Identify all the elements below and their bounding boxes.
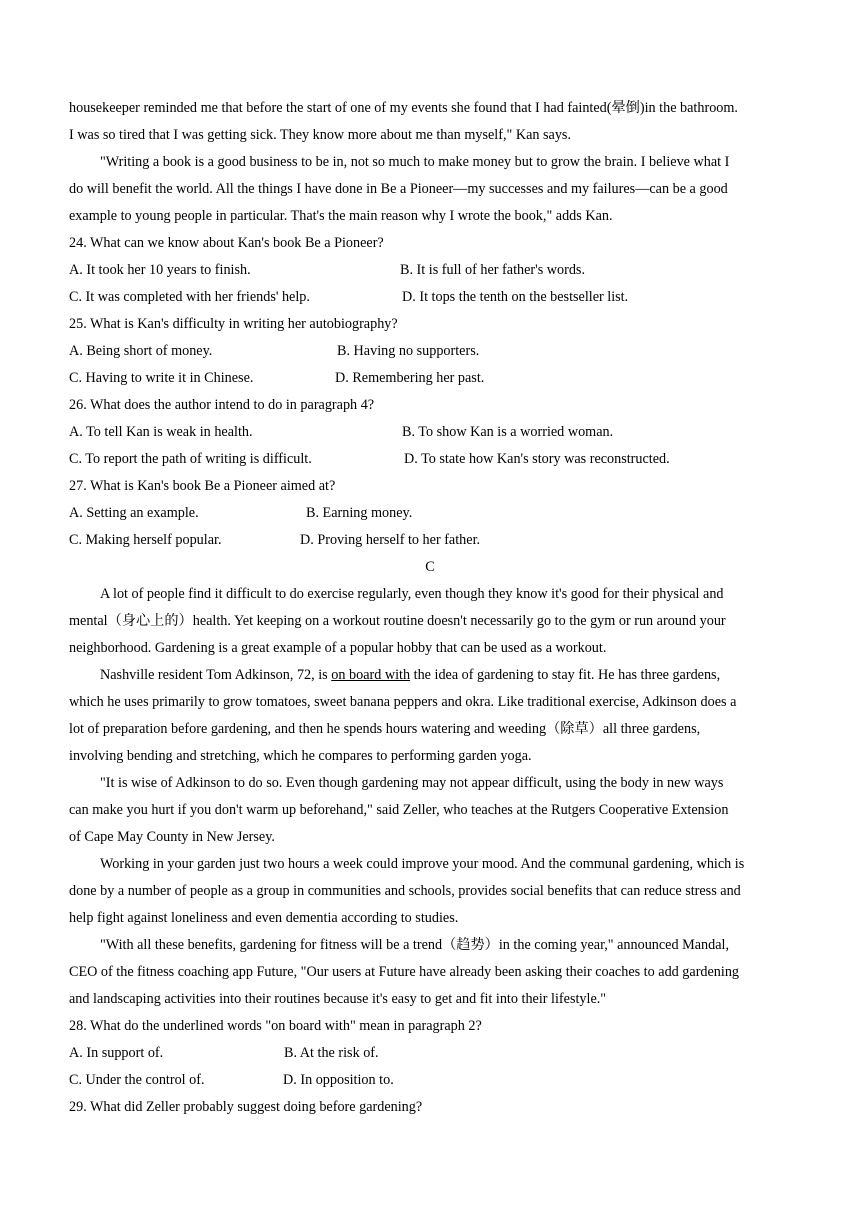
option-d: D. It tops the tenth on the bestseller list.	[402, 289, 629, 305]
option-c: C. Having to write it in Chinese.	[69, 370, 254, 386]
paragraph-line: mental（身心上的）health. Yet keeping on a workout routine doesn't necessarily go to the gym or run around your	[69, 613, 726, 629]
question-stem: 24. What can we know about Kan's book Be a Pioneer?	[69, 235, 384, 251]
option-a: A. To tell Kan is weak in health.	[69, 424, 253, 440]
question-stem: 29. What did Zeller probably suggest doing before gardening?	[69, 1099, 423, 1115]
paragraph-line: neighborhood. Gardening is a great example of a popular hobby that can be used as a workout.	[69, 640, 607, 656]
option-d: D. Proving herself to her father.	[300, 532, 481, 548]
paragraph-line: housekeeper reminded me that before the start of one of my events she found that I had fainted(晕倒)in the bathroom.	[69, 100, 738, 116]
option-c: C. Making herself popular.	[69, 532, 222, 548]
section-heading: C	[425, 559, 435, 575]
paragraph-line: and landscaping activities into their routines because it's easy to get and fit into their lifestyle."	[69, 991, 607, 1007]
question-stem: 28. What do the underlined words "on board with" mean in paragraph 2?	[69, 1018, 482, 1034]
paragraph-line: which he uses primarily to grow tomatoes, sweet banana peppers and okra. Like traditional exercise, Adkinson does a	[69, 694, 737, 710]
paragraph-line: done by a number of people as a group in communities and schools, provides social benefits that can reduce stress and	[69, 883, 741, 899]
paragraph-line: Working in your garden just two hours a week could improve your mood. And the communal gardening, which is	[100, 856, 745, 872]
paragraph-line: "It is wise of Adkinson to do so. Even though gardening may not appear difficult, using the body in new ways	[100, 775, 724, 791]
paragraph-line: can make you hurt if you don't warm up beforehand," said Zeller, who teaches at the Rutgers Cooperative Extension	[69, 802, 729, 818]
question-stem: 25. What is Kan's difficulty in writing her autobiography?	[69, 316, 398, 332]
option-a: A. In support of.	[69, 1045, 164, 1061]
paragraph-line: do will benefit the world. All the things I have done in Be a Pioneer—my successes and my failures—can be a good	[69, 181, 728, 197]
option-d: D. In opposition to.	[283, 1072, 394, 1088]
paragraph-text: Nashville resident Tom Adkinson, 72, is	[100, 667, 332, 683]
option-c: C. Under the control of.	[69, 1072, 205, 1088]
option-a: A. Being short of money.	[69, 343, 213, 359]
paragraph-line: help fight against loneliness and even dementia according to studies.	[69, 910, 459, 926]
option-a: A. Setting an example.	[69, 505, 199, 521]
option-a: A. It took her 10 years to finish.	[69, 262, 251, 278]
paragraph-line: A lot of people find it difficult to do exercise regularly, even though they know it's good for their physical and	[100, 586, 724, 602]
paragraph-line: "With all these benefits, gardening for fitness will be a trend（趋势）in the coming year," announced Mandal,	[100, 937, 730, 953]
paragraph-line: involving bending and stretching, which he compares to performing garden yoga.	[69, 748, 532, 764]
question-stem: 26. What does the author intend to do in paragraph 4?	[69, 397, 375, 413]
paragraph-line: CEO of the fitness coaching app Future, "Our users at Future have already been asking their coaches to add gardening	[69, 964, 740, 980]
paragraph-text: the idea of gardening to stay fit. He has three gardens,	[410, 667, 721, 683]
option-b: B. At the risk of.	[284, 1045, 379, 1061]
underlined-phrase: on board with	[331, 667, 411, 683]
paragraph-line	[100, 668, 720, 682]
paragraph-line: I was so tired that I was getting sick. They know more about me than myself," Kan says.	[69, 127, 571, 143]
paragraph-line: of Cape May County in New Jersey.	[69, 829, 275, 845]
option-d: D. To state how Kan's story was reconstructed.	[404, 451, 670, 467]
paragraph-line: example to young people in particular. That's the main reason why I wrote the book," adds Kan.	[69, 208, 613, 224]
paragraph-line: lot of preparation before gardening, and then he spends hours watering and weeding（除草）all three gardens,	[69, 721, 701, 737]
option-c: C. To report the path of writing is difficult.	[69, 451, 312, 467]
option-b: B. It is full of her father's words.	[400, 262, 585, 278]
paragraph-line: "Writing a book is a good business to be in, not so much to make money but to grow the brain. I believe what I	[100, 154, 730, 170]
option-c: C. It was completed with her friends' help.	[69, 289, 310, 305]
option-b: B. Having no supporters.	[337, 343, 480, 359]
option-b: B. Earning money.	[306, 505, 413, 521]
question-stem: 27. What is Kan's book Be a Pioneer aimed at?	[69, 478, 336, 494]
option-d: D. Remembering her past.	[335, 370, 485, 386]
option-b: B. To show Kan is a worried woman.	[402, 424, 614, 440]
